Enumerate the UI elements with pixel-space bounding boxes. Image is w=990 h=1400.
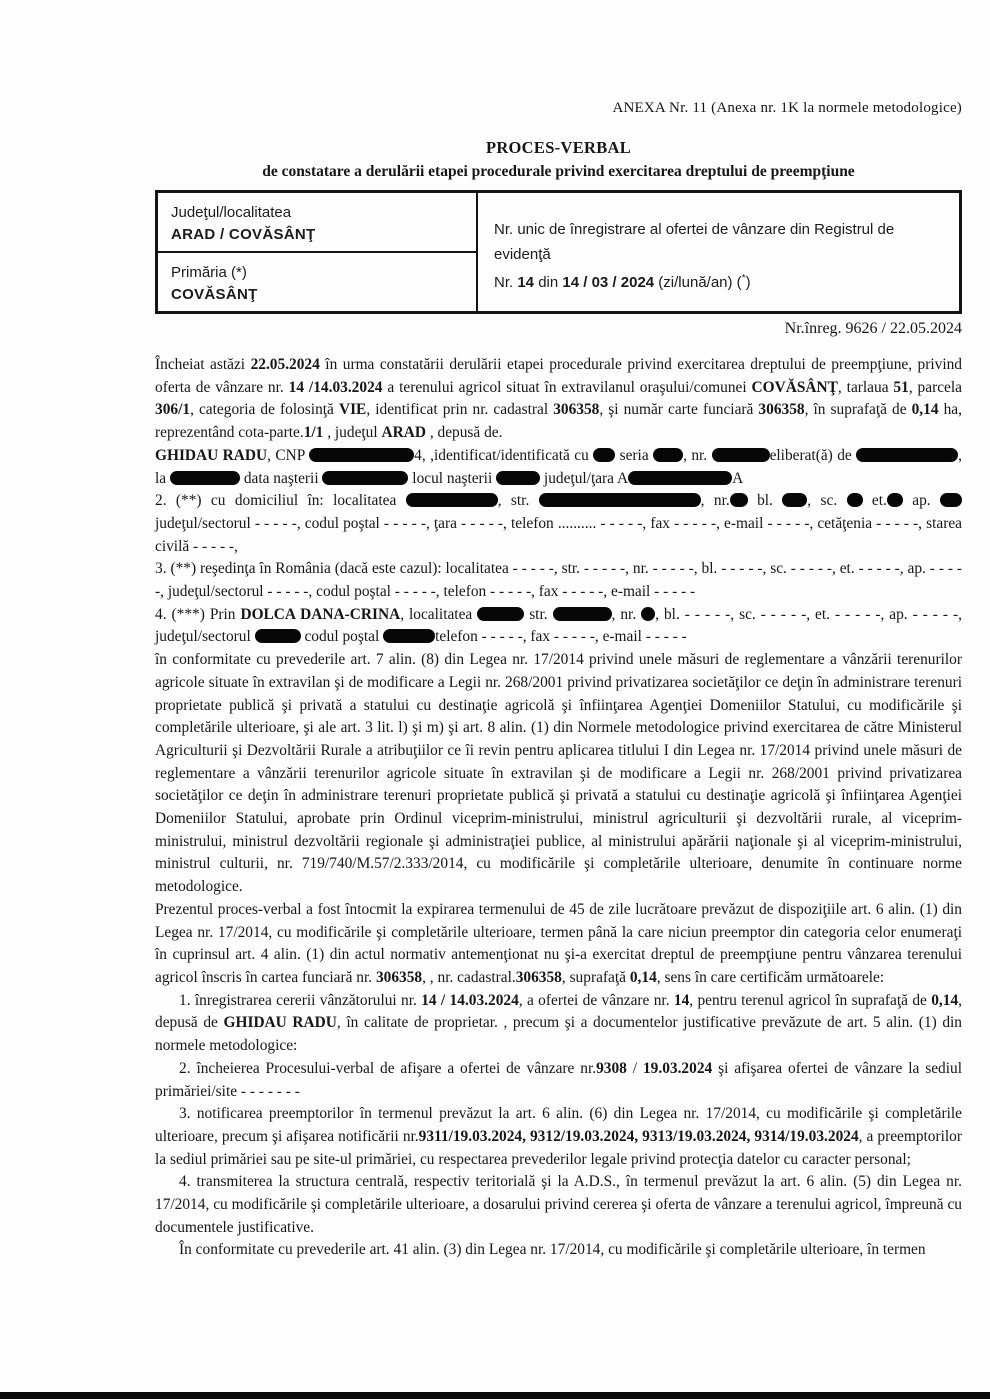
text-run: , depusă de. bbox=[425, 424, 503, 442]
text-run: Încheiat astăzi bbox=[155, 356, 251, 373]
paragraph-final bbox=[155, 1239, 962, 1262]
text-run: str. bbox=[524, 605, 553, 623]
superscript-star: * bbox=[741, 273, 746, 284]
redaction-box bbox=[653, 448, 683, 462]
text-run: (zi/lună/an) ( bbox=[654, 274, 742, 291]
redaction-box bbox=[539, 493, 701, 507]
bold-run: GHIDAU RADU bbox=[155, 446, 268, 464]
text-run: locul naşterii bbox=[408, 469, 497, 487]
text-run: în urma constatării derulării etapei procedurale privind exercitarea dreptului de preempţiune, privind oferta de vânzare nr. bbox=[155, 356, 963, 396]
paragraph-legal-basis bbox=[155, 649, 962, 899]
text-run: 4, ,identificat/identificată cu bbox=[414, 446, 594, 464]
paragraph-domiciliu bbox=[155, 490, 962, 558]
bold-run: 306358 bbox=[515, 968, 562, 986]
bold-run: 14 /14.03.2024 bbox=[288, 378, 383, 396]
redaction-box bbox=[255, 629, 301, 643]
bold-run: 306/1 bbox=[155, 401, 191, 419]
text-run: din bbox=[534, 274, 563, 291]
bold-run: 9308 bbox=[596, 1059, 627, 1077]
bold-run: 1/1 bbox=[303, 424, 324, 442]
item-3-notificare bbox=[155, 1103, 962, 1171]
bold-run: 19.03.2024 bbox=[642, 1059, 713, 1077]
text-run: , sc. bbox=[807, 492, 847, 510]
redaction-box bbox=[309, 448, 414, 462]
text-run: eliberat(ă) de bbox=[769, 446, 857, 464]
text-run: telefon - - - - -, fax - - - - -, e-mail - - - - - bbox=[435, 628, 687, 646]
document-subtitle: de constatare a derulării etapei procedurale privind exercitarea dreptului de preempţiune bbox=[262, 163, 855, 180]
bold-run: 14 bbox=[673, 991, 690, 1009]
text-run: , şi număr carte funciară bbox=[599, 401, 759, 419]
text-run: 3. notificarea preemptorilor în termenul prevăzut la art. 6 alin. (6) din Legea nr. 17/2014, cu modificările şi completările ulterioare, precum şi afişarea notificării nr. bbox=[155, 1105, 962, 1145]
scan-edge-artifact bbox=[0, 1392, 990, 1399]
bold-run: 0,14 bbox=[911, 401, 939, 419]
text-run: , parcela bbox=[908, 378, 962, 396]
text-run: 4. (***) Prin bbox=[155, 605, 241, 623]
offer-label: Nr. unic de înregistrare al ofertei de vânzare din Registrul de evidenţă bbox=[494, 221, 895, 263]
redaction-box bbox=[641, 607, 655, 621]
redaction-box bbox=[170, 471, 240, 485]
redaction-box bbox=[628, 471, 732, 485]
paragraph-reprezentant bbox=[155, 604, 962, 649]
bold-run: DOLCA DANA-CRINA bbox=[240, 605, 401, 623]
text-run: a terenului agricol situat în extravilanul oraşului/comunei bbox=[382, 378, 752, 396]
redaction-box bbox=[496, 471, 540, 485]
text-run: , categoria de folosinţă bbox=[190, 401, 339, 419]
text-run: judeţul/sectorul - - - - -, codul poştal - - - - -, ţara - - - - -, telefon .......... - - - - -, fax - - - - -, e-mail - - - - -, cetăţenia - - - - -, starea civilă - - - - -, bbox=[155, 514, 962, 555]
bold-run: GHIDAU RADU bbox=[223, 1014, 337, 1032]
text-run: et. bbox=[862, 492, 887, 510]
text-run: , , nr. cadastral. bbox=[422, 968, 516, 986]
paragraph-incheiat bbox=[155, 354, 962, 445]
bold-run: 14 bbox=[517, 274, 535, 291]
redaction-box bbox=[406, 493, 498, 507]
bold-run: 51 bbox=[893, 378, 909, 396]
text-run: şi afişarea ofertei de vânzare la sediul primăriei/site - - - - - - - bbox=[155, 1059, 962, 1100]
bold-run: COVĂSÂNŢ bbox=[751, 378, 838, 396]
text-run: , la bbox=[155, 446, 962, 487]
county-cell bbox=[158, 193, 476, 253]
text-run: , localitatea bbox=[400, 605, 478, 623]
redaction-box bbox=[782, 493, 807, 507]
text-run: în conformitate cu prevederile art. 7 alin. (8) din Legea nr. 17/2014 privind unele măsuri de reglementare a vânzării terenurilor agricole situate în extravilan şi de modificare a Legii nr. 268/2001 privind privatizarea societăţilor ce deţin în administrare terenuri proprietate publică şi privată a statului cu destinaţie agricolă şi înfiinţarea Agenţiei Domeniilor Statului, cu modificările şi completările ulterioare, şi ale art. 3 lit. l) şi m) şi art. 8 alin. (1) din Normele metodologice privind exercitarea de către Ministerul Agriculturii şi Dezvoltării Rurale a atribuţiilor ce îi revin pentru aplicarea titlului I din Legea nr. 17/2014 privind unele măsuri de reglementare a vânzării terenurilor agricole situate în extravilan şi de modificare a Legii nr. 268/2001 privind privatizarea societăţilor ce deţin în administrare terenuri proprietate publică şi privată a statului cu destinaţie agricolă şi înfiinţarea Agenţiei Domeniilor Statului, aprobate prin Ordinul viceprim-ministrului, ministrul agriculturii şi dezvoltării rurale, al viceprim-ministrului, ministrul dezvoltării regionale şi administraţiei publice, al ministrului apărării naţionale şi al viceprim-ministrului, ministrul culturii, nr. 719/740/M.57/2.333/2014, cu modificările şi completările ulterioare, denumite în continuare norme metodologice. bbox=[155, 651, 962, 896]
offer-registration-cell bbox=[478, 193, 959, 311]
text-run: codul poştal bbox=[300, 628, 384, 646]
text-run: A bbox=[732, 469, 744, 487]
text-run: , sens în care certificăm următoarele: bbox=[656, 968, 885, 986]
text-run: , nr. bbox=[683, 446, 712, 464]
redaction-box bbox=[940, 493, 962, 507]
text-run: Nr. bbox=[494, 274, 518, 291]
text-run: , bl. - - - - -, sc. - - - - -, et. - - - - -, ap. - - - - -, judeţul/sectorul bbox=[155, 605, 962, 646]
text-run: ap. bbox=[902, 492, 940, 510]
cityhall-value: COVĂSÂNŢ bbox=[171, 286, 258, 303]
item-2-incheiere-afisare bbox=[155, 1058, 962, 1103]
paragraph-seller-identity bbox=[155, 445, 962, 490]
text-run: , CNP bbox=[267, 446, 310, 464]
cityhall-label: Primăria (*) bbox=[171, 264, 247, 281]
bold-run: 9311/19.03.2024, 9312/19.03.2024, 9313/19.03.2024, 9314/19.03.2024 bbox=[418, 1127, 859, 1145]
text-run: În conformitate cu prevederile art. 41 alin. (3) din Legea nr. 17/2014, cu modificările şi completările ulterioare, în termen bbox=[179, 1241, 926, 1259]
document-body bbox=[155, 354, 962, 1262]
text-run: , a preemptorilor la sediul primăriei sau pe site-ul primăriei, cu respectarea prevederilor legale privind protecţia datelor cu caracter personal; bbox=[155, 1127, 963, 1168]
text-run: 3. (**) reşedinţa în România (dacă este cazul): localitatea - - - - -, str. - - - - -, nr. - - - - -, bl. - - - - -, sc. - - - - -, et. - - - - -, ap. - - - - -, judeţul/sectorul - - - - -, codul poştal - - - - -, telefon - - - - -, fax - - - - -, e-mail - - - - - bbox=[155, 560, 962, 601]
bold-run: 306358 bbox=[375, 968, 423, 986]
document-title: PROCES-VERBAL bbox=[485, 138, 632, 157]
text-run: , în calitate de proprietar. , precum şi a documentelor justificative prevăzute de art. 5 alin. (1) din normele metodologice: bbox=[155, 1014, 962, 1055]
text-run: , suprafaţă bbox=[561, 968, 630, 986]
bold-run: 0,14 bbox=[931, 991, 959, 1009]
redaction-box bbox=[887, 493, 903, 507]
text-run: , tarlaua bbox=[837, 378, 894, 396]
item-4-transmitere bbox=[155, 1171, 962, 1239]
bold-run: 306358 bbox=[553, 401, 600, 419]
item-1-inregistrare bbox=[155, 990, 962, 1058]
anexa-note: ANEXA Nr. 11 (Anexa nr. 1K la normele metodologice) bbox=[612, 100, 962, 116]
text-run: bl. bbox=[747, 492, 783, 510]
redaction-box bbox=[383, 629, 435, 643]
text-run: , nr. bbox=[611, 605, 642, 623]
bold-run: ARAD bbox=[381, 424, 426, 442]
text-run: 2. (**) cu domiciliul în: localitatea bbox=[155, 492, 406, 510]
text-run: , depusă de bbox=[155, 991, 962, 1032]
text-run: , nr. bbox=[700, 492, 730, 510]
page-content bbox=[155, 0, 962, 1262]
offer-number-line bbox=[494, 270, 943, 295]
paragraph-resedinta bbox=[155, 558, 962, 603]
redaction-box bbox=[730, 493, 748, 507]
registration-info-table bbox=[155, 190, 962, 314]
text-run: seria bbox=[615, 446, 654, 464]
redaction-box bbox=[593, 448, 615, 462]
bold-run: 14 / 14.03.2024 bbox=[421, 991, 519, 1009]
text-run: , judeţul bbox=[323, 424, 382, 442]
reg-number: Nr.înreg. 9626 / 22.05.2024 bbox=[784, 320, 962, 337]
bold-run: 306358 bbox=[758, 401, 805, 419]
text-run: , identificat prin nr. cadastral bbox=[366, 401, 554, 419]
text-run: , în suprafaţă de bbox=[804, 401, 912, 419]
redaction-box bbox=[553, 607, 612, 621]
text-run: / bbox=[626, 1059, 643, 1077]
text-run: 2. încheierea Procesului-verbal de afişare a ofertei de vânzare nr. bbox=[179, 1059, 597, 1077]
text-run: judeţul/ţara A bbox=[540, 469, 629, 487]
text-run: data naşterii bbox=[239, 469, 323, 487]
cityhall-cell bbox=[158, 253, 476, 311]
text-run: 1. înregistrarea cererii vânzătorului nr. bbox=[179, 991, 422, 1009]
text-run: Prezentul proces-verbal a fost întocmit la expirarea termenului de 45 de zile lucrătoare prevăzut de dispoziţiile art. 6 alin. (1) din Legea nr. 17/2014, cu modificările şi completările ulterioare, termen până la care niciun preemptor din categoria celor enumeraţi în cuprinsul art. 4 alin. (1) din actul normativ antemenţionat nu şi-a exercitat dreptul de preempţiune pentru vânzarea terenului agricol înscris în cartea funciară nr. bbox=[155, 900, 962, 986]
text-run: ha, reprezentând cota-parte. bbox=[155, 401, 962, 442]
bold-run: 14 / 03 / 2024 bbox=[562, 274, 655, 291]
bold-run: VIE bbox=[338, 401, 367, 419]
paragraph-termen-expirare bbox=[155, 899, 962, 990]
table-left-column bbox=[158, 193, 478, 311]
county-value: ARAD / COVĂSÂNŢ bbox=[171, 226, 316, 243]
text-run: ) bbox=[745, 274, 751, 291]
bold-run: 0,14 bbox=[629, 968, 657, 986]
redaction-box bbox=[477, 607, 524, 621]
text-run: 4. transmiterea la structura centrală, respectiv teritorială şi la A.D.S., în termenul prevăzut la art. 6 alin. (5) din Legea nr. 17/2014, cu modificările şi completările ulterioare, a dosarului privind cererea şi oferta de vânzare a terenului agricol, împreună cu documentele justificative. bbox=[155, 1173, 962, 1236]
redaction-box bbox=[322, 471, 408, 485]
bold-run: 22.05.2024 bbox=[250, 356, 320, 373]
text-run: , str. bbox=[497, 492, 539, 510]
text-run: , pentru terenul agricol în suprafaţă de bbox=[689, 991, 932, 1009]
text-run: , a ofertei de vânzare nr. bbox=[518, 991, 674, 1009]
redaction-box bbox=[847, 493, 863, 507]
redaction-box bbox=[712, 448, 770, 462]
county-label: Judeţul/localitatea bbox=[171, 204, 292, 221]
redaction-box bbox=[856, 448, 958, 462]
